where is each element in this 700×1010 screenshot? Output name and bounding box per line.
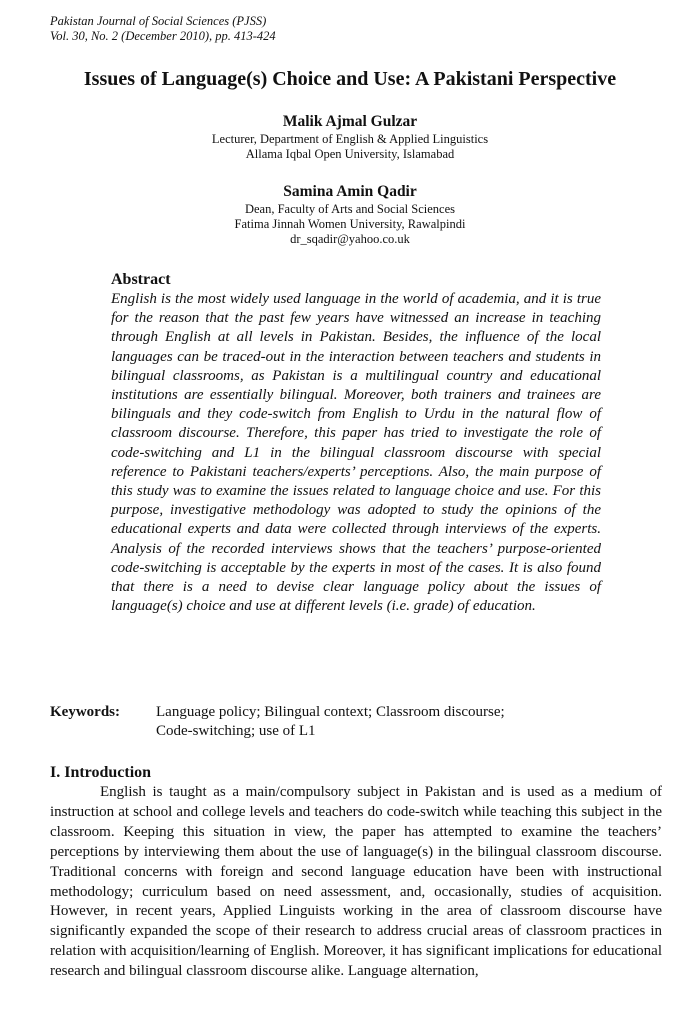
author-name: Samina Amin Qadir	[283, 183, 417, 200]
author-affiliation: Allama Iqbal Open University, Islamabad	[245, 147, 455, 161]
keywords-line: Code-switching; use of L1	[156, 723, 316, 739]
author-block-2	[0, 182, 700, 247]
abstract-heading: Abstract	[111, 271, 171, 288]
introduction-text: English is taught as a main/compulsory subject in Pakistan and is used as a medium of instruction at school and college levels and teachers do code-switch while teaching this subject in the classroom. Keeping this situation in view, the paper has attempted to examine the teachers’ perceptions by interviewing them about the use of language(s) in the bilingual classroom discourse. Traditional concerns with foreign and second language education have been with instructional methodology; curriculum based on need assessment, and, occasionally, studies of acquisition. However, in recent years, Applied Linguists working in the area of classroom discourse have significantly expanded the scope of their research to address crucial areas of classroom practices in relation with acquisition/learning of English. Moreover, it has significant implications for educational research and bilingual classroom discourse alike. Language alternation,	[50, 784, 662, 980]
author-block-1	[0, 112, 700, 162]
introduction-section	[50, 763, 662, 982]
author-affiliation: Lecturer, Department of English & Applied Linguistics	[211, 132, 489, 146]
author-affiliation: Fatima Jinnah Women University, Rawalpindi	[234, 217, 466, 231]
keywords-line: Language policy; Bilingual context; Classroom discourse;	[156, 704, 505, 720]
journal-header	[50, 14, 276, 44]
abstract-text: English is the most widely used language in the world of academia, and it is true for the reason that the past few years have witnessed an increase in teaching through English at all levels in Pakistan. Besides, the influence of the local languages can be traced-out in the interaction between teachers and students in bilingual classrooms, as Pakistan is a multilingual country and educational institutions are essentially bilingual. Moreover, both trainers and trainees are bilinguals and they code-switch from English to Urdu in the natural flow of classroom discourse. Therefore, this paper has tried to investigate the role of code-switching and L1 in the bilingual classroom discourse with special reference to Pakistani teachers/experts’ perceptions. Also, the main purpose of this study was to examine the issues related to language choice and use. For this purpose, investigative methodology was adopted to study the opinions of the educational experts and data were collected through interviews of the experts. Analysis of the recorded interviews shows that the teachers’ purpose-oriented code-switching is acceptable by the experts in most of the cases. It is also found that there is a need to devise clear language policy about the issues of language(s) choice and use at different levels (i.e. grade) of education.	[111, 291, 601, 615]
keywords-list	[156, 703, 626, 741]
introduction-heading: I. Introduction	[50, 764, 152, 781]
journal-name: Pakistan Journal of Social Sciences (PJSS)	[50, 14, 267, 28]
author-email: dr_sqadir@yahoo.co.uk	[290, 232, 410, 246]
author-name: Malik Ajmal Gulzar	[282, 113, 418, 130]
keywords-label: Keywords:	[50, 704, 120, 720]
abstract-section	[111, 270, 601, 616]
journal-volume: Vol. 30, No. 2 (December 2010), pp. 413-424	[50, 29, 276, 43]
paper-title: Issues of Language(s) Choice and Use: A Pakistani Perspective	[83, 68, 617, 90]
author-affiliation: Dean, Faculty of Arts and Social Sciences	[244, 202, 456, 216]
